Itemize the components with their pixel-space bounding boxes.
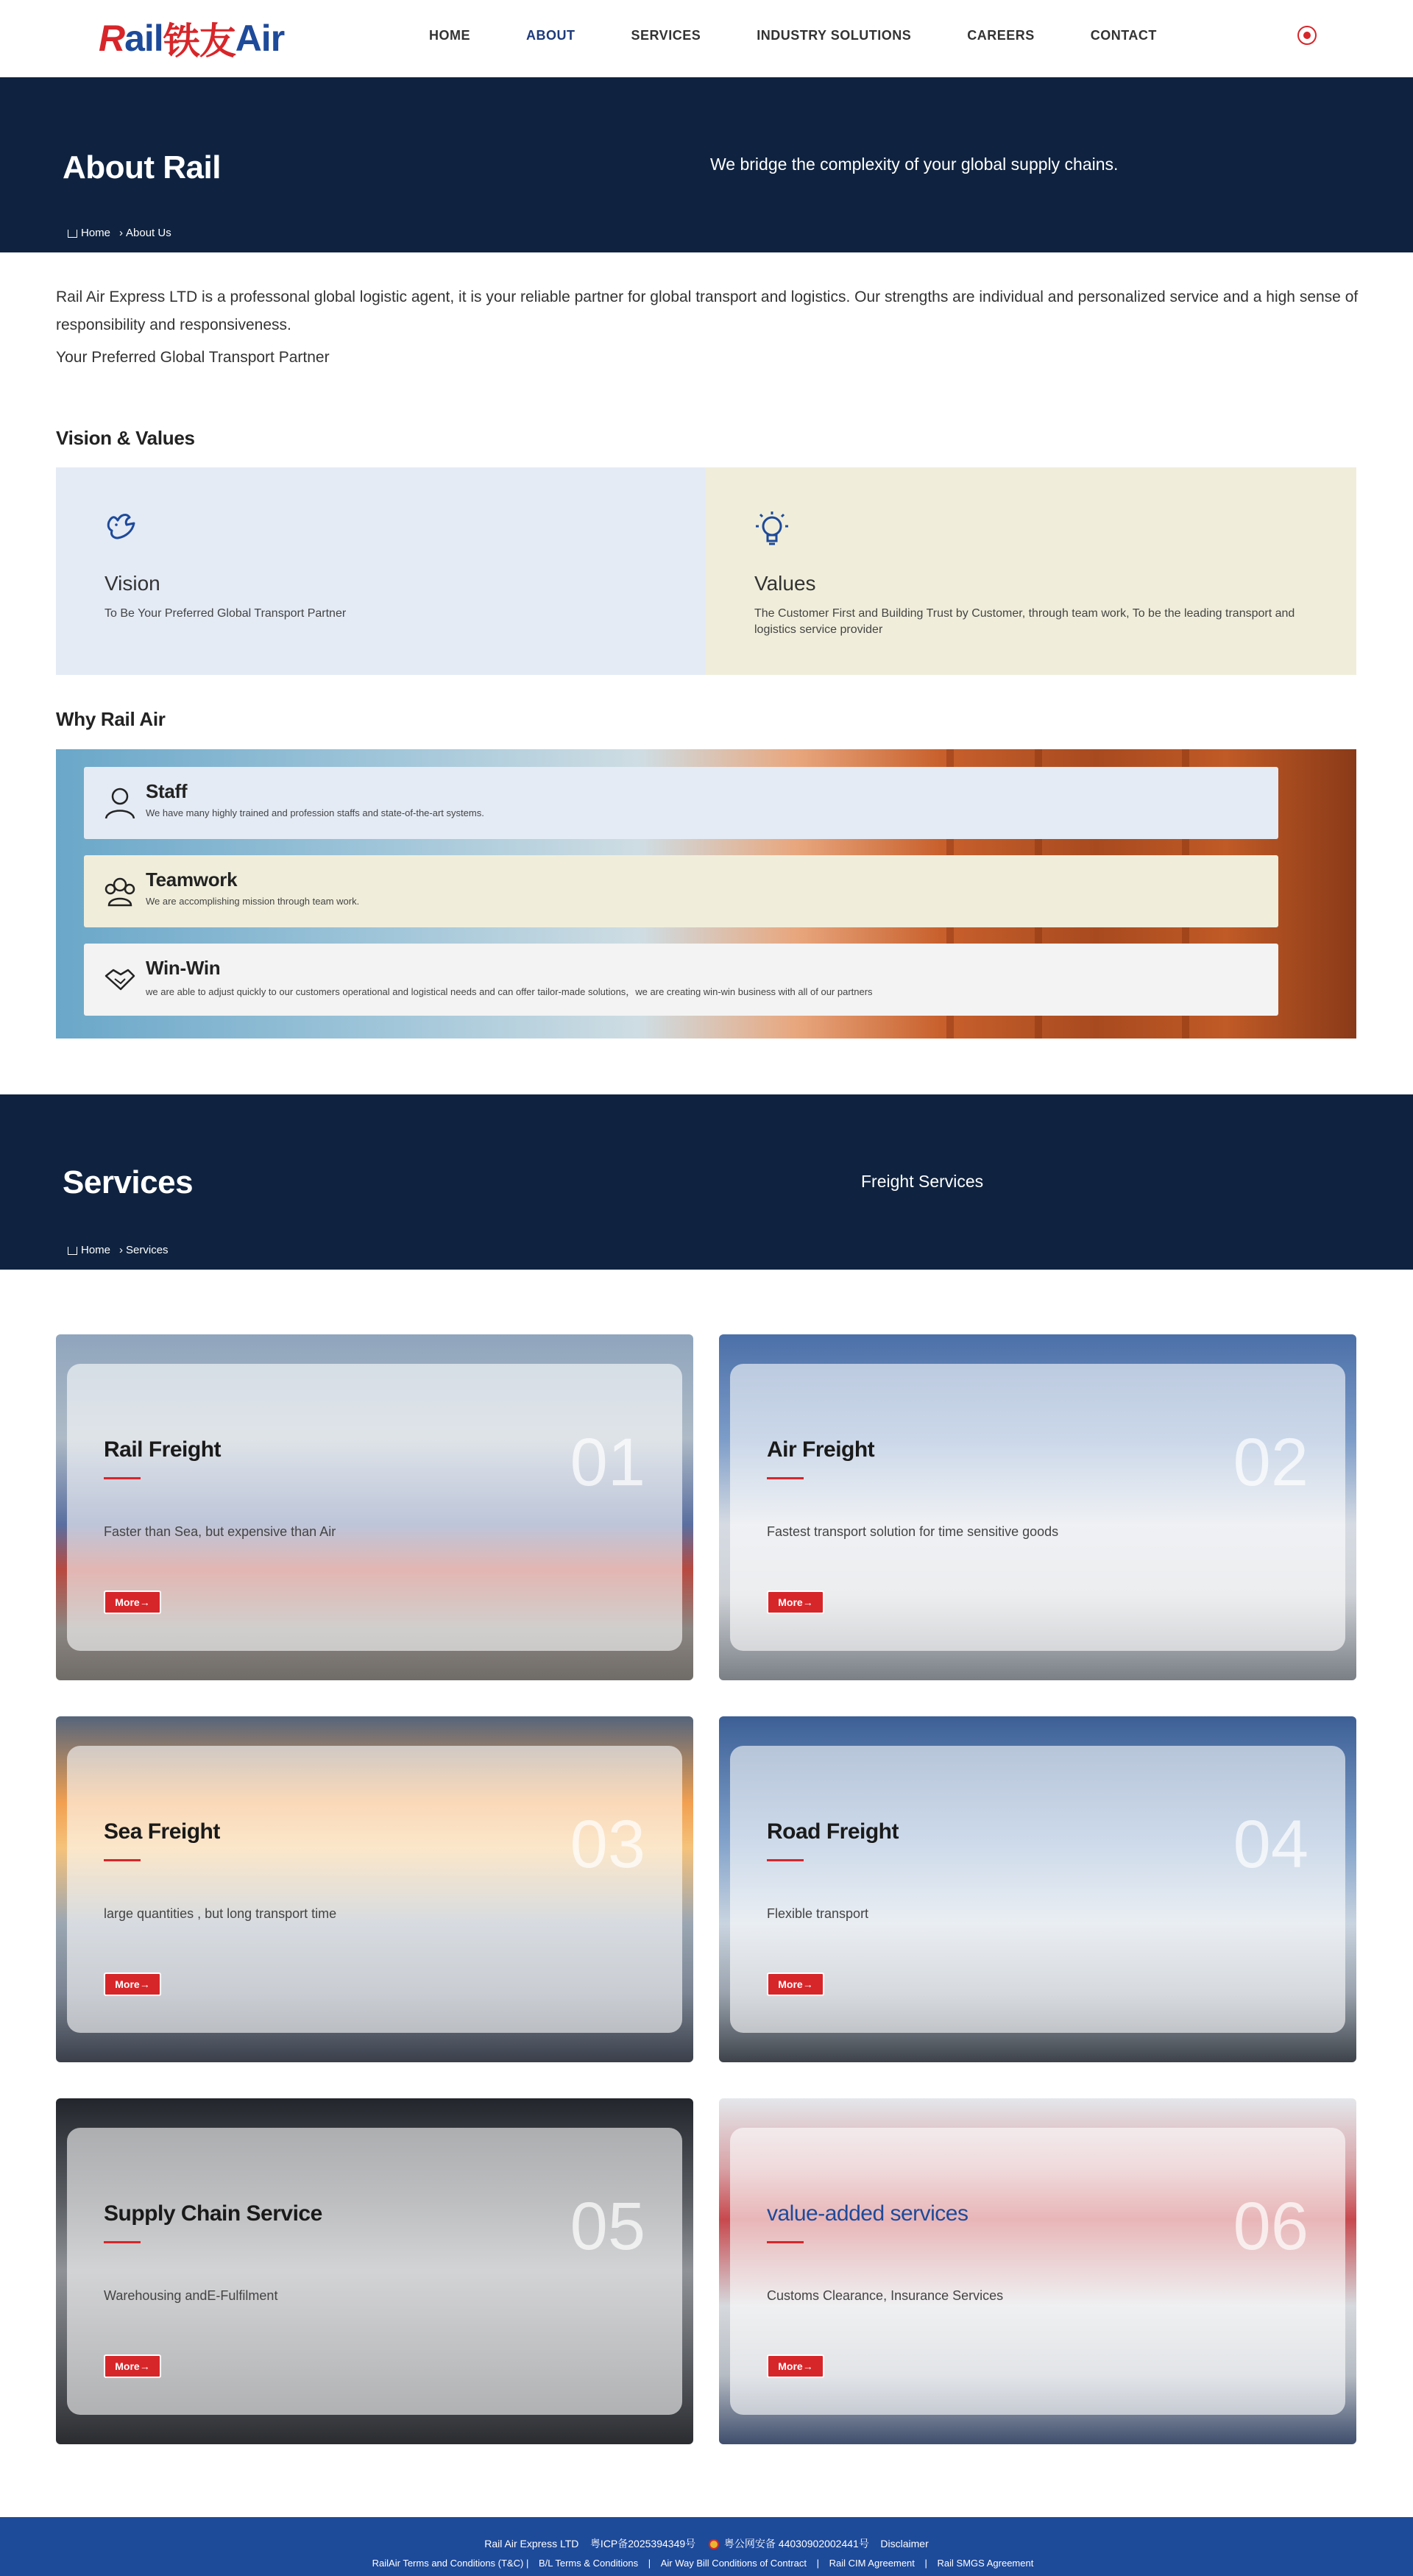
title-underline <box>104 1859 141 1861</box>
title-underline <box>767 1477 804 1479</box>
footer-link-tc[interactable]: RailAir Terms and Conditions (T&C) <box>372 2558 524 2569</box>
vision-values-heading: Vision & Values <box>56 427 195 449</box>
more-button[interactable]: More→ <box>767 1972 824 1996</box>
footer-link-cim[interactable]: Rail CIM Agreement <box>829 2558 915 2569</box>
why-card-staff <box>84 767 1278 839</box>
chevron-right-icon: › <box>119 227 124 239</box>
service-number: 02 <box>1233 1425 1308 1500</box>
about-banner-title: About Rail <box>63 149 221 185</box>
footer-company: Rail Air Express LTD <box>484 2538 579 2550</box>
more-button[interactable]: More→ <box>104 1972 161 1996</box>
why-text-teamwork: We are accomplishing mission through team work. <box>146 896 360 907</box>
main-nav <box>429 28 1213 43</box>
service-desc: Flexible transport <box>767 1906 869 1921</box>
service-card-overlay <box>730 1746 1345 2033</box>
nav-careers[interactable]: CAREERS <box>967 28 1035 43</box>
service-title: value-added services <box>767 2201 968 2226</box>
chevron-right-icon: › <box>119 1244 124 1256</box>
about-banner-subtitle: We bridge the complexity of your global supply chains. <box>710 155 1119 174</box>
lightbulb-icon <box>754 510 790 548</box>
footer-link-smgs[interactable]: Rail SMGS Agreement <box>937 2558 1034 2569</box>
home-icon <box>68 230 77 238</box>
service-number: 06 <box>1233 2189 1308 2264</box>
service-card-value-added[interactable] <box>719 2098 1356 2444</box>
dove-icon <box>105 510 140 545</box>
service-number: 05 <box>570 2189 645 2264</box>
more-button[interactable]: More→ <box>104 1590 161 1614</box>
nav-home[interactable]: HOME <box>429 28 470 43</box>
service-card-rail-freight[interactable] <box>56 1334 693 1680</box>
about-tagline: Your Preferred Global Transport Partner <box>56 349 330 366</box>
user-icon <box>103 786 137 820</box>
service-card-sea-freight[interactable] <box>56 1716 693 2062</box>
service-title: Sea Freight <box>104 1819 220 1844</box>
about-banner <box>0 77 1413 252</box>
why-text-staff: We have many highly trained and profession staffs and state-of-the-art systems. <box>146 807 484 818</box>
service-title: Supply Chain Service <box>104 2201 322 2226</box>
why-heading: Why Rail Air <box>56 708 166 730</box>
service-title: Road Freight <box>767 1819 899 1844</box>
service-number: 04 <box>1233 1807 1308 1882</box>
service-card-overlay <box>67 1746 682 2033</box>
service-title: Air Freight <box>767 1437 875 1462</box>
more-button[interactable]: More→ <box>767 1590 824 1614</box>
service-desc: Customs Clearance, Insurance Services <box>767 2288 1004 2303</box>
service-card-supply-chain[interactable] <box>56 2098 693 2444</box>
service-card-overlay <box>67 1364 682 1651</box>
footer-separator: | <box>816 2558 819 2569</box>
why-card-teamwork <box>84 855 1278 927</box>
site-footer <box>0 2517 1413 2576</box>
why-title-win-win: Win-Win <box>146 957 221 979</box>
why-text-win-win: we are able to adjust quickly to our customers operational and logistical needs and can offer tailor-made solutions，we are creating win-win business with all of our partners <box>146 986 873 997</box>
nav-services[interactable]: SERVICES <box>631 28 701 43</box>
breadcrumb-current: Services <box>126 1244 169 1256</box>
footer-link-awb[interactable]: Air Way Bill Conditions of Contract <box>660 2558 807 2569</box>
breadcrumb-home[interactable]: Home <box>81 1244 111 1256</box>
footer-links-row <box>0 2558 1413 2569</box>
logo-text-ail: ail <box>124 18 163 59</box>
vision-text: To Be Your Preferred Global Transport Partner <box>105 607 347 620</box>
why-title-teamwork: Teamwork <box>146 868 238 891</box>
values-title: Values <box>754 572 816 595</box>
footer-info-row <box>0 2536 1413 2551</box>
service-desc: Fastest transport solution for time sensitive goods <box>767 1524 1059 1539</box>
service-number: 01 <box>570 1425 645 1500</box>
service-title: Rail Freight <box>104 1437 222 1462</box>
service-desc: Faster than Sea, but expensive than Air <box>104 1524 336 1539</box>
logo-text-air: Air <box>235 18 285 59</box>
services-banner-subtitle: Freight Services <box>861 1172 984 1191</box>
footer-disclaimer-link[interactable]: Disclaimer <box>880 2538 929 2550</box>
logo-text-chinese: 铁友 <box>163 21 236 62</box>
service-card-road-freight[interactable] <box>719 1716 1356 2062</box>
service-card-air-freight[interactable] <box>719 1334 1356 1680</box>
nav-industry-solutions[interactable]: INDUSTRY SOLUTIONS <box>757 28 912 43</box>
footer-link-bl[interactable]: B/L Terms & Conditions <box>538 2558 639 2569</box>
vision-title: Vision <box>105 572 160 595</box>
title-underline <box>767 1859 804 1861</box>
services-banner <box>0 1094 1413 1270</box>
service-card-overlay <box>730 1364 1345 1651</box>
values-card <box>706 467 1356 675</box>
more-button[interactable]: More→ <box>767 2354 824 2378</box>
breadcrumb <box>68 227 171 239</box>
breadcrumb-home[interactable]: Home <box>81 227 111 239</box>
why-card-win-win <box>84 944 1278 1016</box>
title-underline <box>767 2241 804 2243</box>
footer-separator: | <box>924 2558 927 2569</box>
why-title-staff: Staff <box>146 780 188 802</box>
nav-contact[interactable]: CONTACT <box>1090 28 1157 43</box>
site-header <box>0 0 1413 77</box>
logo-letter-r: R <box>99 18 125 59</box>
about-intro: Rail Air Express LTD is a professonal global logistic agent, it is your reliable partner for global transport and logistics. Our strengths are individual and personalized service and a high sense of responsibility and responsiveness. <box>56 289 1359 333</box>
footer-separator: | <box>648 2558 651 2569</box>
footer-separator: | <box>525 2558 529 2569</box>
title-underline <box>104 1477 141 1479</box>
breadcrumb-current: About Us <box>126 227 171 239</box>
service-desc: Warehousing andE-Fulfilment <box>104 2288 278 2303</box>
team-icon <box>103 874 137 908</box>
service-desc: large quantities , but long transport time <box>104 1906 337 1921</box>
service-card-overlay <box>730 2128 1345 2415</box>
service-card-overlay <box>67 2128 682 2415</box>
home-icon <box>68 1247 77 1255</box>
more-button[interactable]: More→ <box>104 2354 161 2378</box>
site-logo[interactable] <box>99 16 284 60</box>
values-text: The Customer First and Building Trust by Customer, through team work, To be the leading transport and logistics service provider <box>754 607 1295 636</box>
language-switch-icon[interactable] <box>1297 26 1317 45</box>
vision-card <box>56 467 706 675</box>
breadcrumb <box>68 1244 169 1256</box>
police-badge-icon <box>709 2539 719 2550</box>
services-banner-title: Services <box>63 1164 194 1200</box>
why-section <box>56 749 1356 1038</box>
footer-icp-link[interactable]: 粤ICP备2025394349号 <box>589 2538 696 2550</box>
footer-police-link[interactable]: 粤公网安备 44030902002441号 <box>723 2538 869 2550</box>
service-number: 03 <box>570 1807 645 1882</box>
handshake-icon <box>103 963 137 997</box>
title-underline <box>104 2241 141 2243</box>
nav-about[interactable]: ABOUT <box>526 28 576 43</box>
